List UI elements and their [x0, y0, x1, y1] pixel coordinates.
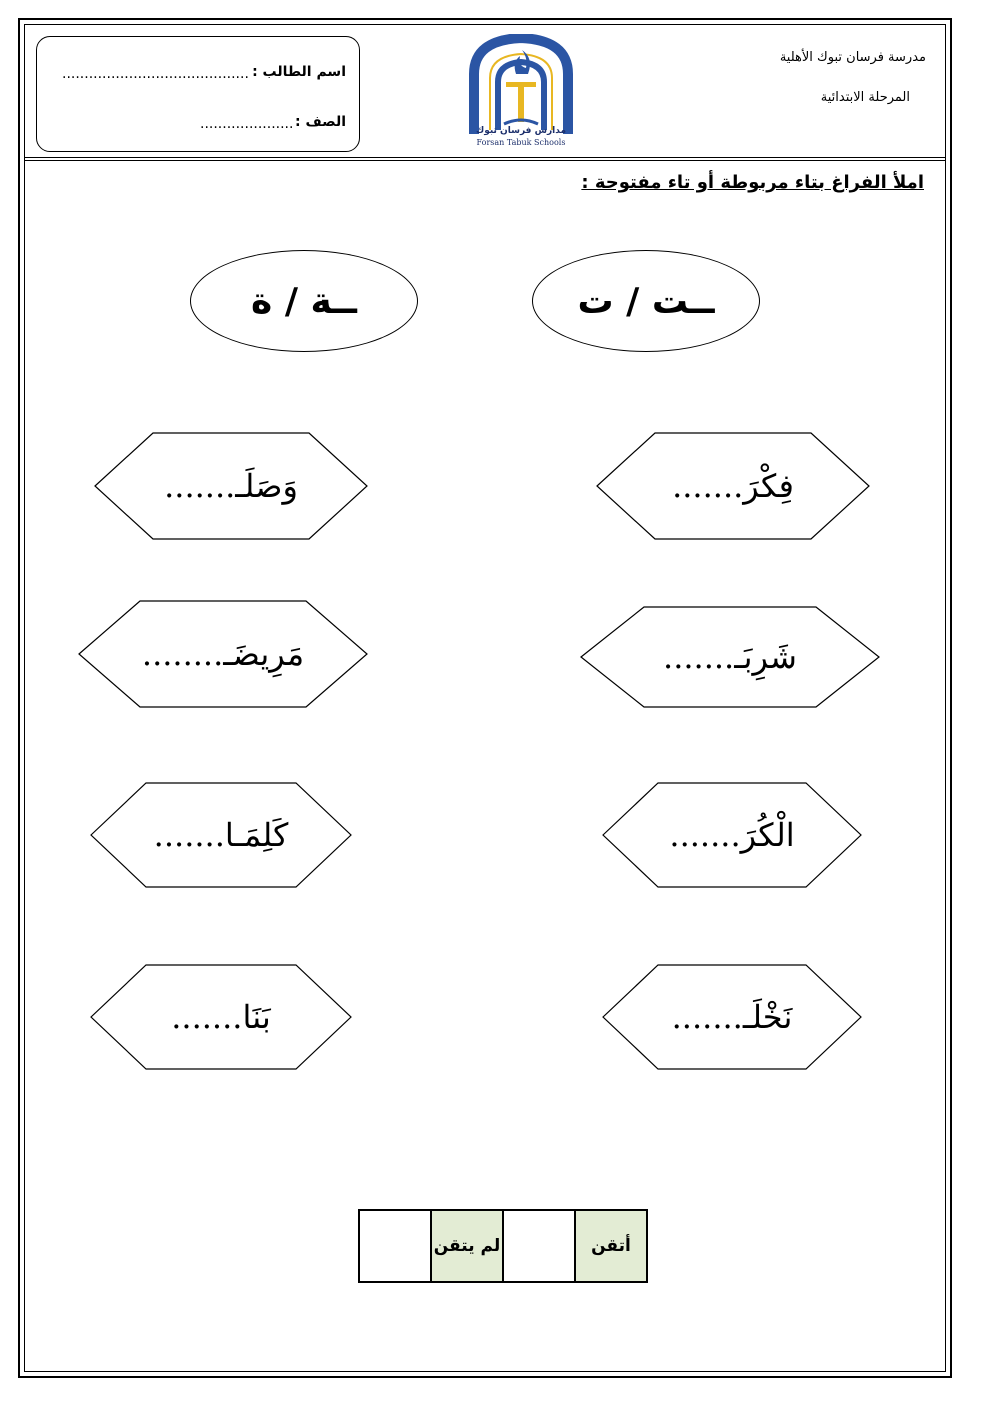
- not-mastered-label: لم يتقن: [431, 1210, 503, 1282]
- word-hexagon[interactable]: [90, 782, 352, 888]
- word-text: بَنَا.......: [171, 998, 271, 1036]
- word-text: مَرِيضَـ........: [141, 635, 305, 673]
- word-hexagon[interactable]: [596, 432, 870, 540]
- word-text: الْكُرَ.......: [669, 816, 795, 854]
- word-text: فِكْرَ.......: [672, 467, 794, 505]
- class-label: الصف :: [295, 114, 346, 130]
- tied-taa-label: ــة / ة: [251, 280, 357, 322]
- open-taa-option: [532, 250, 760, 352]
- word-text: وَصَلَـ.......: [164, 467, 298, 505]
- exercise-instruction: املأ الفراغ بتاء مربوطة أو تاء مفتوحة :: [581, 172, 924, 193]
- mastered-check-cell[interactable]: [503, 1210, 575, 1282]
- word-hexagon[interactable]: [602, 782, 862, 888]
- logo-text-ar: مدارس فرسان تبوك: [475, 126, 567, 136]
- word-text: كَلِمَـا.......: [153, 816, 289, 854]
- logo-text-en: Forsan Tabuk Schools: [476, 138, 566, 147]
- open-taa-label: ــت / ت: [577, 280, 715, 322]
- student-name-label: اسم الطالب :: [252, 64, 346, 80]
- tied-taa-option: [190, 250, 418, 352]
- header-divider-2: [24, 160, 946, 161]
- school-stage: المرحلة الابتدائية: [820, 90, 910, 105]
- word-text: نَخْلَـ.......: [671, 998, 793, 1036]
- word-text: شَرِبَـ.......: [663, 638, 797, 676]
- not-mastered-check-cell[interactable]: [359, 1210, 431, 1282]
- word-hexagon[interactable]: [580, 606, 880, 708]
- word-hexagon[interactable]: [78, 600, 368, 708]
- student-info-box: [36, 36, 360, 152]
- header-divider: [24, 157, 946, 158]
- word-hexagon[interactable]: [94, 432, 368, 540]
- word-hexagon[interactable]: [602, 964, 862, 1070]
- student-name-field[interactable]: ..........................................: [62, 66, 249, 82]
- class-field[interactable]: .....................: [200, 116, 294, 132]
- school-name: مدرسة فرسان تبوك الأهلية: [779, 50, 926, 65]
- school-logo: [468, 34, 574, 150]
- word-hexagon[interactable]: [90, 964, 352, 1070]
- score-table: [358, 1209, 648, 1283]
- mastered-label: أتقن: [575, 1210, 647, 1282]
